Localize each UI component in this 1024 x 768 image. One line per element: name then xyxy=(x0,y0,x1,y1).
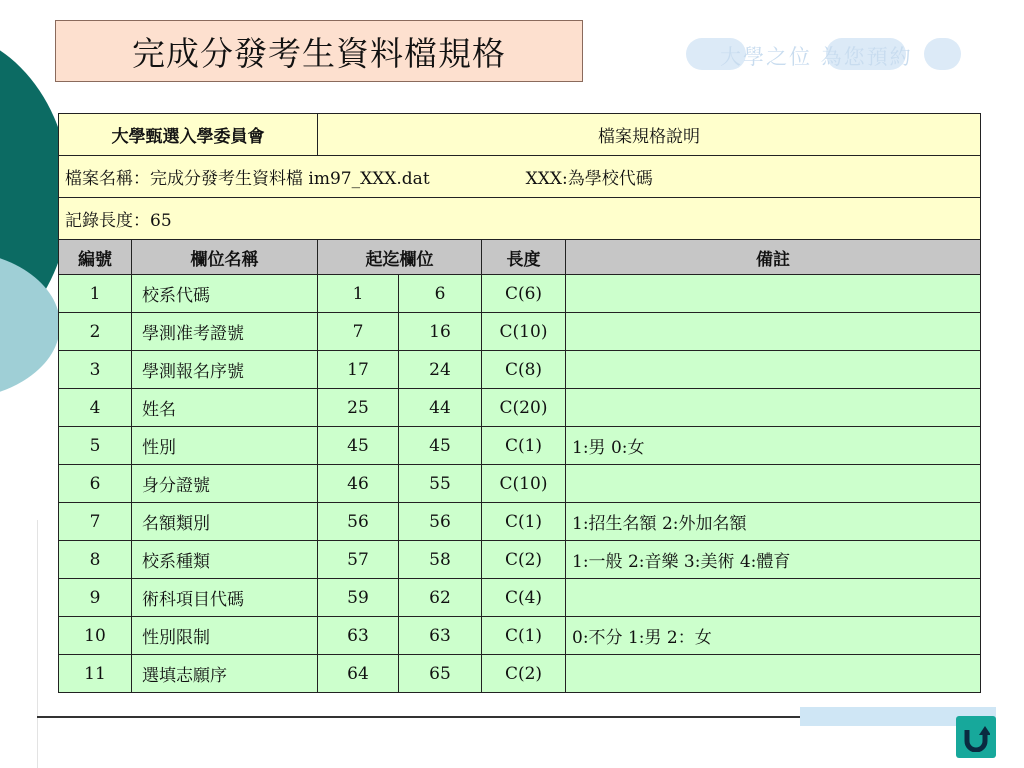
slide-title: 完成分發考生資料檔規格 xyxy=(132,33,506,73)
row-no: 5 xyxy=(59,427,132,465)
table-row xyxy=(59,427,981,465)
file-name-cell xyxy=(59,156,981,198)
row-end: 16 xyxy=(399,313,482,351)
doc-title: 檔案規格說明 xyxy=(318,114,981,156)
row-length: C(8) xyxy=(482,351,566,389)
row-field-name: 性別 xyxy=(132,427,318,465)
row-end: 63 xyxy=(399,617,482,655)
table-meta-row xyxy=(59,114,981,156)
file-spec-table xyxy=(58,113,981,693)
row-length: C(6) xyxy=(482,275,566,313)
return-button[interactable] xyxy=(956,716,996,758)
row-note: 0:不分 1:男 2：女 xyxy=(566,617,981,655)
table-row xyxy=(59,541,981,579)
row-note xyxy=(566,351,981,389)
row-no: 2 xyxy=(59,313,132,351)
row-field-name: 選填志願序 xyxy=(132,655,318,693)
row-field-name: 術科項目代碼 xyxy=(132,579,318,617)
decorative-vertical-line xyxy=(37,520,38,768)
file-name-row xyxy=(59,156,981,198)
org-name: 大學甄選入學委員會 xyxy=(59,114,318,156)
row-start: 17 xyxy=(318,351,399,389)
row-start: 46 xyxy=(318,465,399,503)
row-start: 59 xyxy=(318,579,399,617)
row-length: C(4) xyxy=(482,579,566,617)
header-field-name: 欄位名稱 xyxy=(132,240,318,275)
row-no: 4 xyxy=(59,389,132,427)
row-end: 44 xyxy=(399,389,482,427)
row-length: C(1) xyxy=(482,503,566,541)
return-arrow-icon xyxy=(962,722,990,752)
row-no: 10 xyxy=(59,617,132,655)
row-note: 1:招生名額 2:外加名額 xyxy=(566,503,981,541)
footer-divider xyxy=(37,716,800,718)
logo-text: 大學之位 為您預約 xyxy=(720,45,913,69)
row-no: 8 xyxy=(59,541,132,579)
row-note xyxy=(566,655,981,693)
row-note: 1:男 0:女 xyxy=(566,427,981,465)
row-length: C(1) xyxy=(482,427,566,465)
row-length: C(2) xyxy=(482,655,566,693)
row-start: 57 xyxy=(318,541,399,579)
logo xyxy=(686,38,961,70)
header-length: 長度 xyxy=(482,240,566,275)
table-row xyxy=(59,617,981,655)
record-length: 記錄長度：65 xyxy=(59,198,981,240)
table-row xyxy=(59,275,981,313)
row-start: 25 xyxy=(318,389,399,427)
table-row xyxy=(59,313,981,351)
row-field-name: 姓名 xyxy=(132,389,318,427)
row-end: 6 xyxy=(399,275,482,313)
row-end: 56 xyxy=(399,503,482,541)
row-end: 58 xyxy=(399,541,482,579)
row-no: 6 xyxy=(59,465,132,503)
slide-title-box xyxy=(55,20,583,82)
row-length: C(2) xyxy=(482,541,566,579)
row-note xyxy=(566,465,981,503)
row-start: 45 xyxy=(318,427,399,465)
row-no: 1 xyxy=(59,275,132,313)
table-row xyxy=(59,389,981,427)
row-length: C(10) xyxy=(482,313,566,351)
row-note: 1:一般 2:音樂 3:美術 4:體育 xyxy=(566,541,981,579)
row-end: 45 xyxy=(399,427,482,465)
header-note: 備註 xyxy=(566,240,981,275)
file-name: 檔案名稱：完成分發考生資料檔 im97_XXX.dat xyxy=(65,169,430,189)
row-note xyxy=(566,313,981,351)
row-field-name: 身分證號 xyxy=(132,465,318,503)
table-row xyxy=(59,465,981,503)
row-no: 11 xyxy=(59,655,132,693)
table-row xyxy=(59,579,981,617)
table-header-row xyxy=(59,240,981,275)
row-field-name: 學測報名序號 xyxy=(132,351,318,389)
file-note: XXX:為學校代碼 xyxy=(525,169,653,189)
row-no: 9 xyxy=(59,579,132,617)
row-start: 63 xyxy=(318,617,399,655)
row-end: 24 xyxy=(399,351,482,389)
row-length: C(20) xyxy=(482,389,566,427)
row-length: C(10) xyxy=(482,465,566,503)
row-length: C(1) xyxy=(482,617,566,655)
row-field-name: 名額類別 xyxy=(132,503,318,541)
record-length-row xyxy=(59,198,981,240)
row-start: 7 xyxy=(318,313,399,351)
row-field-name: 學測准考證號 xyxy=(132,313,318,351)
table-row xyxy=(59,655,981,693)
row-end: 62 xyxy=(399,579,482,617)
logo-pill-right xyxy=(924,38,961,70)
row-note xyxy=(566,579,981,617)
row-field-name: 校系代碼 xyxy=(132,275,318,313)
row-no: 7 xyxy=(59,503,132,541)
row-start: 64 xyxy=(318,655,399,693)
row-no: 3 xyxy=(59,351,132,389)
table-row xyxy=(59,503,981,541)
row-end: 55 xyxy=(399,465,482,503)
header-position: 起迄欄位 xyxy=(318,240,482,275)
table-row xyxy=(59,351,981,389)
row-note xyxy=(566,389,981,427)
row-field-name: 校系種類 xyxy=(132,541,318,579)
row-start: 1 xyxy=(318,275,399,313)
row-start: 56 xyxy=(318,503,399,541)
row-end: 65 xyxy=(399,655,482,693)
header-no: 編號 xyxy=(59,240,132,275)
row-note xyxy=(566,275,981,313)
row-field-name: 性別限制 xyxy=(132,617,318,655)
